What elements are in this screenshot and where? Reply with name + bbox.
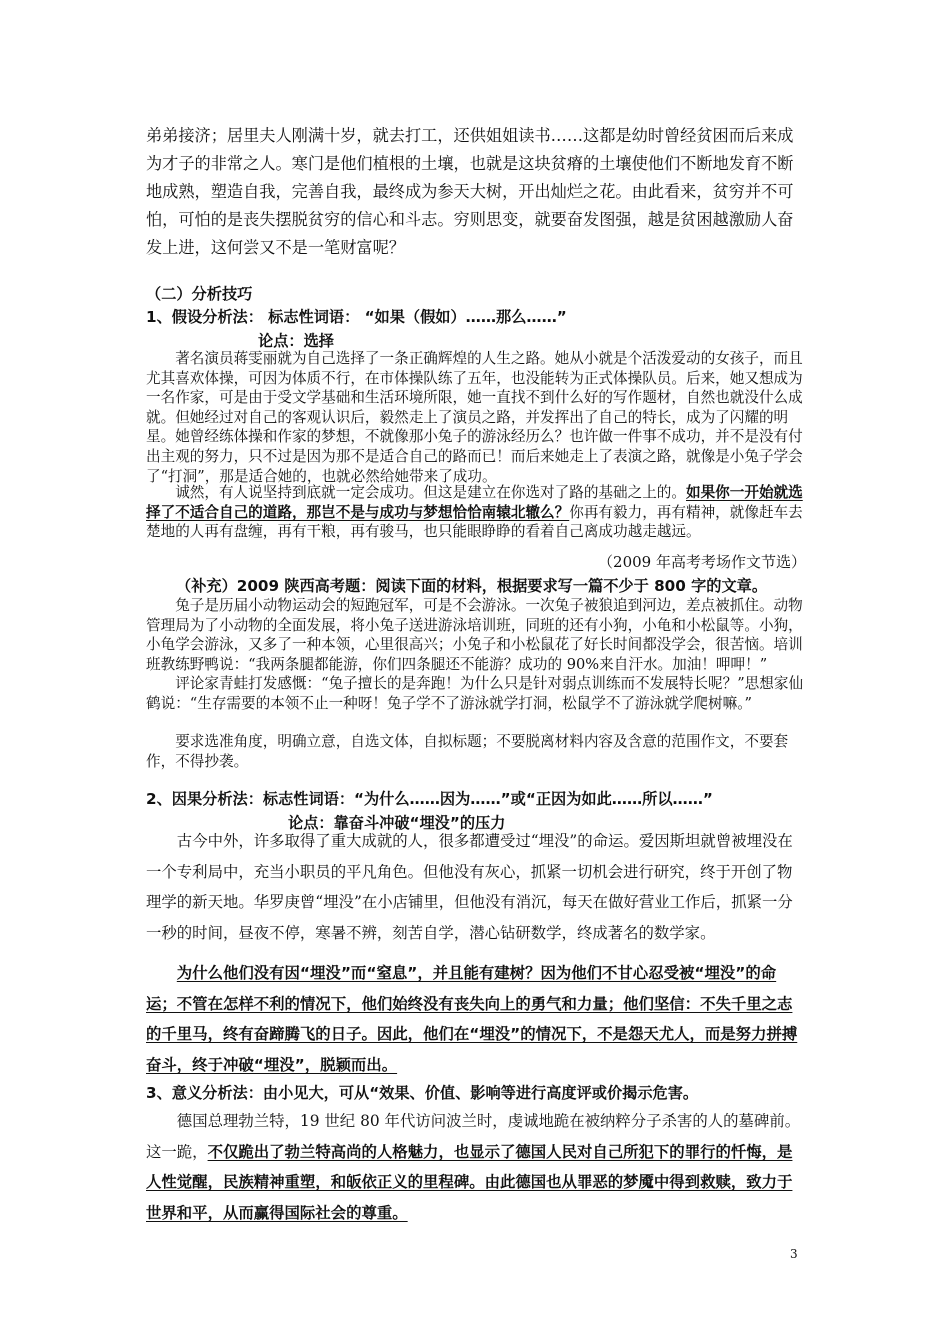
method2-paragraph-1: 古今中外，许多取得了重大成就的人，很多都遭受过“埋没”的命运。爱因斯坦就曾被埋没在一个专利局中，充当小职员的平凡角色。但他没有灰心，抓紧一切机会进行研究，终于开创了物理学的新天地。华罗庚曾“埋没”在小店铺里，但他没有消沉，每天在做好营业工作后，抓紧一分一秒的时间，昼夜不停，寒暑不辨，刻苦自学，潜心钻研数学，终成著名的数学家。 [146,832,793,942]
method2-heading: 2、因果分析法：标志性词语：“为什么……因为……”或“正因为如此……所以……” [146,790,713,808]
para2-bold-text: 如果你一开始就选择了不适合自己的道路，那岂不是与成功与梦想恰恰南辕北辙么？ [146,484,803,521]
method3-pre-text: 德国总理勃兰特，19 世纪 80 年代访问波兰时，虔诚地跪在被纳粹分子杀害的人的墓碑前。这一跪， [146,1112,801,1161]
source-citation: （2009 年高考考场作文节选） [598,553,806,571]
method1-heading: 1、假设分析法： 标志性词语： “如果（假如）……那么……” [146,308,567,326]
page-number: 3 [790,1247,798,1261]
supplement-paragraph-3: 要求选准角度，明确立意，自选文体，自拟标题；不要脱离材料内容及含意的范围作文，不要套作，不得抄袭。 [146,733,789,770]
intro-paragraph: 弟弟接济；居里夫人刚满十岁，就去打工，还供姐姐读书……这都是幼时曾经贫困而后来成为才子的非常之人。寒门是他们植根的土壤，也就是这块贫瘠的土壤使他们不断地发育不断地成熟，塑造自我，完善自我，最终成为参天大树，开出灿烂之花。由此看来，贫穷并不可怕，可怕的是丧失摆脱贫穷的信心和斗志。穷则思变，就要奋发图强，越是贫困越激励人奋发上进，这何尝又不是一笔财富呢？ [146,126,794,257]
supplement-heading: （补充）2009 陕西高考题：阅读下面的材料，根据要求写一篇不少于 800 字的文章。 [176,577,768,595]
para2-post-text: 你再有毅力，再有精神，就像赶车去楚地的人再有盘缠，再有干粮，再有骏马，也只能眼睁睁的看着自己离成功越走越远。 [146,503,803,541]
method2-thesis: 论点：靠奋斗冲破“埋没”的压力 [288,814,506,832]
method2-bold-text: 为什么他们没有因“埋没”而“窒息”，并且能有建树？因为他们不甘心忍受被“埋没”的命运；不管在怎样不利的情况下，他们始终没有丧失向上的勇气和力量；他们坚信：不失千里之志的千里马，终有奋蹄腾飞的日子。因此，他们在“埋没”的情况下，不是怨天尤人，而是努力拼搏奋斗，终于冲破“埋没”，脱颖而出。 [146,964,798,1074]
method3-paragraph [146,1106,806,1228]
method3-heading: 3、意义分析法：由小见大，可从“效果、价值、影响等进行高度评或价揭示危害。 [146,1084,699,1102]
method1-paragraph-1: 著名演员蒋雯丽就为自己选择了一条正确辉煌的人生之路。她从小就是个活泼爱动的女孩子，而且尤其喜欢体操，可因为体质不行，在市体操队练了五年，也没能转为正式体操队员。后来，她又想成为一名作家，可是由于受文学基础和生活环境所限，她一直找不到什么好的写作题材，自然也就没什么成就。但她经过对自己的客观认识后，毅然走上了演员之路，并发挥出了自己的特长，成为了闪耀的明星。她曾经练体操和作家的梦想，不就像那小兔子的游泳经历么？也许做一件事不成功，并不是没有付出主观的努力，只不过是因为那不是适合自己的路而已！而后来她走上了表演之路，就像是小兔子学会了“打洞”，那是适合她的，也就必然给她带来了成功。 [146,350,803,485]
supplement-paragraph-2: 评论家青蛙打发感慨：“兔子擅长的是奔跑！为什么只是针对弱点训练而不发展特长呢？”思想家仙鹤说：“生存需要的本领不止一种呀！兔子学不了游泳就学打洞，松鼠学不了游泳就学爬树嘛。” [146,675,804,712]
method1-paragraph-2 [146,483,806,542]
method2-paragraph-2 [146,958,806,1080]
supplement-paragraph-1: 兔子是历届小动物运动会的短跑冠军，可是不会游泳。一次兔子被狼追到河边，差点被抓住。动物管理局为了小动物的全面发展，将小兔子送进游泳培训班，同班的还有小狗，小龟和小松鼠等。小狗，小龟学会游泳，又多了一种本领，心里很高兴；小兔子和小松鼠花了好长时间都没学会，很苦恼。培训班教练野鸭说：“我两条腿都能游，你们四条腿还不能游？成功的 90%来自汗水。加油！呷呷！” [146,597,803,673]
para2-pre-text: 诚然，有人说坚持到底就一定会成功。但这是建立在你选对了路的基础之上的。 [175,484,686,501]
method3-bold-text: 不仅跪出了勃兰特高尚的人格魅力，也显示了德国人民对自己所犯下的罪行的忏悔，是人性觉醒，民族精神重塑，和皈依正义的里程碑。由此德国也从罪恶的梦魇中得到救赎，致力于世界和平，从而赢得国际社会的尊重。 [146,1142,793,1222]
method1-thesis: 论点：选择 [258,332,334,350]
section-heading: （二）分析技巧 [146,285,253,303]
